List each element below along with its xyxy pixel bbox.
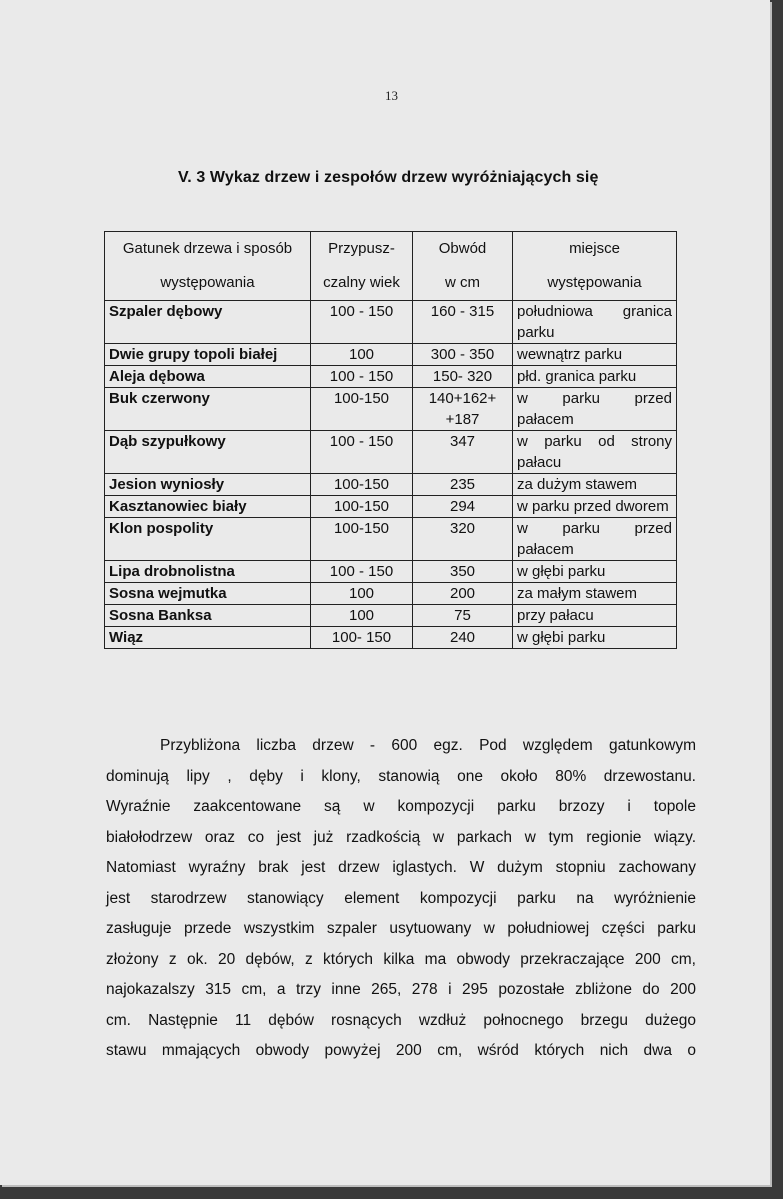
age-cell: 100 <box>311 344 413 366</box>
age-cell: 100 - 150 <box>311 431 413 474</box>
species-cell: Buk czerwony <box>105 388 311 431</box>
paragraph-line: najokazalszy 315 cm, a trzy inne 265, 278 i 295 pozostałe zbliżone do 200 <box>106 981 696 998</box>
table-row <box>105 583 677 605</box>
age-cell: 100-150 <box>311 496 413 518</box>
paragraph-line: jest starodrzew stanowiący element kompozycji parku na wyróżnienie <box>106 889 696 907</box>
table-header-row <box>105 232 677 301</box>
location-cell: południowa granica parku <box>513 301 677 344</box>
location-cell: w głębi parku <box>513 627 677 649</box>
table-row <box>105 496 677 518</box>
species-cell: Jesion wyniosły <box>105 474 311 496</box>
location-cell: w parku przed pałacem <box>513 388 677 431</box>
table-row <box>105 518 677 561</box>
table-row <box>105 301 677 344</box>
location-cell: wewnątrz parku <box>513 344 677 366</box>
table-row <box>105 627 677 649</box>
location-cell: w parku przed dworem <box>513 496 677 518</box>
circumference-cell: 347 <box>413 431 513 474</box>
species-cell: Aleja dębowa <box>105 366 311 388</box>
table-row <box>105 388 677 431</box>
species-cell: Kasztanowiec biały <box>105 496 311 518</box>
table-row <box>105 605 677 627</box>
location-cell: za dużym stawem <box>513 474 677 496</box>
circumference-cell: 240 <box>413 627 513 649</box>
species-cell: Sosna wejmutka <box>105 583 311 605</box>
age-cell: 100 - 150 <box>311 366 413 388</box>
table-row <box>105 561 677 583</box>
paragraph-line: Przybliżona liczba drzew - 600 egz. Pod względem gatunkowym <box>160 737 696 754</box>
circumference-cell: 200 <box>413 583 513 605</box>
age-cell: 100-150 <box>311 474 413 496</box>
table-row <box>105 431 677 474</box>
species-cell: Sosna Banksa <box>105 605 311 627</box>
age-cell: 100 <box>311 583 413 605</box>
age-cell: 100 <box>311 605 413 627</box>
paragraph-line: Natomiast wyraźny brak jest drzew iglastych. W dużym stopniu zachowany <box>106 859 696 876</box>
location-cell: za małym stawem <box>513 583 677 605</box>
location-cell: w parku przed pałacem <box>513 518 677 561</box>
paragraph-line: dominują lipy , dęby i klony, stanowią one około 80% drzewostanu. <box>106 767 696 785</box>
circumference-cell: 140+162+ +187 <box>413 388 513 431</box>
species-cell: Szpaler dębowy <box>105 301 311 344</box>
paragraph-line: Wyraźnie zaakcentowane są w kompozycji parku brzozy i topole <box>106 798 696 815</box>
header-circumference: Obwód w cm <box>413 232 513 301</box>
table-row <box>105 366 677 388</box>
body-paragraph <box>106 731 696 1067</box>
header-species: Gatunek drzewa i sposób występowania <box>105 232 311 301</box>
age-cell: 100- 150 <box>311 627 413 649</box>
species-cell: Dąb szypułkowy <box>105 431 311 474</box>
paragraph-line: złożony z ok. 20 dębów, z których kilka ma obwody przekraczające 200 cm, <box>106 950 696 968</box>
circumference-cell: 160 - 315 <box>413 301 513 344</box>
species-cell: Dwie grupy topoli białej <box>105 344 311 366</box>
paragraph-line: stawu mmających obwody powyżej 200 cm, wśród których nich dwa o <box>106 1042 696 1059</box>
header-age: Przypusz- czalny wiek <box>311 232 413 301</box>
section-title: V. 3 Wykaz drzew i zespołów drzew wyróżniających się <box>178 169 599 186</box>
age-cell: 100-150 <box>311 518 413 561</box>
paragraph-line: białołodrzew oraz co jest już rzadkością w parkach w tym regionie wiązy. <box>106 828 696 846</box>
species-cell: Lipa drobnolistna <box>105 561 311 583</box>
age-cell: 100-150 <box>311 388 413 431</box>
circumference-cell: 350 <box>413 561 513 583</box>
trees-table <box>104 231 677 649</box>
table-row <box>105 344 677 366</box>
age-cell: 100 - 150 <box>311 301 413 344</box>
paragraph-line: cm. Następnie 11 dębów rosnących wzdłuż połnocnego brzegu dużego <box>106 1011 696 1029</box>
table-row <box>105 474 677 496</box>
circumference-cell: 75 <box>413 605 513 627</box>
location-cell: w głębi parku <box>513 561 677 583</box>
circumference-cell: 300 - 350 <box>413 344 513 366</box>
circumference-cell: 150- 320 <box>413 366 513 388</box>
page-number: 13 <box>385 88 398 103</box>
species-cell: Wiąz <box>105 627 311 649</box>
circumference-cell: 320 <box>413 518 513 561</box>
paragraph-line: zasługuje przede wszystkim szpaler usytuowany w południowej części parku <box>106 920 696 937</box>
circumference-cell: 294 <box>413 496 513 518</box>
location-cell: płd. granica parku <box>513 366 677 388</box>
age-cell: 100 - 150 <box>311 561 413 583</box>
location-cell: w parku od strony pałacu <box>513 431 677 474</box>
location-cell: przy pałacu <box>513 605 677 627</box>
circumference-cell: 235 <box>413 474 513 496</box>
species-cell: Klon pospolity <box>105 518 311 561</box>
header-location: miejsce występowania <box>513 232 677 301</box>
